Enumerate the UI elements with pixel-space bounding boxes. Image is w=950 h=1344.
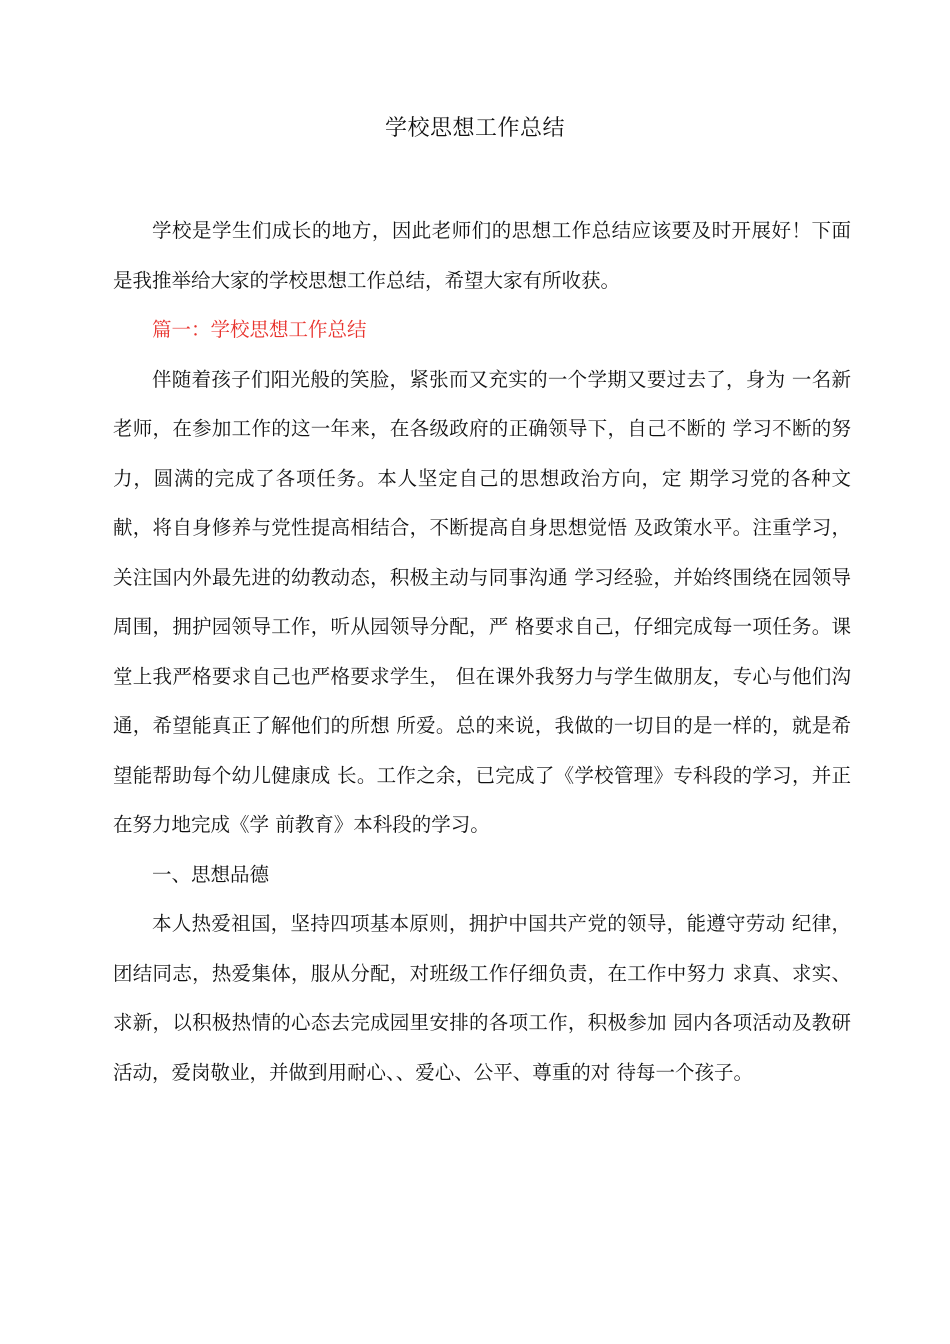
section-heading: 篇一：学校思想工作总结 (152, 318, 367, 341)
document-body (113, 206, 851, 1097)
body-paragraph-2: 本人热爱祖国，坚持四项基本原则，拥护中国共产党的领导，能遵守劳动 纪律，团结同志，热爱集体，服从分配，对班级工作仔细负责，在工作中努力 求真、求实、求新，以积极热情的心态去完成园里安排的各项工作，积极参加 园内各项活动及教研活动，爱岗敬业，并做到用耐心、、爱心、公平、尊重的对 待每一个孩子。 (113, 912, 851, 1084)
intro-paragraph: 学校是学生们成长的地方，因此老师们的思想工作总结应该要及时开展好！下面是我推举给大家的学校思想工作总结，希望大家有所收获。 (113, 219, 851, 292)
document-title: 学校思想工作总结 (384, 116, 565, 141)
body-paragraph-1: 伴随着孩子们阳光般的笑脸，紧张而又充实的一个学期又要过去了，身为 一名新老师，在参加工作的这一年来，在各级政府的正确领导下，自己不断的 学习不断的努力，圆满的完成了各项任务。本人坚定自己的思想政治方向，定 期学习党的各种文献，将自身修养与党性提高相结合，不断提高自身思想觉悟 及政策水平。注重学习，关注国内外最先进的幼教动态，积极主动与同事沟通 学习经验，并始终围绕在园领导周围，拥护园领导工作，听从园领导分配，严 格要求自己，仔细完成每一项任务。课堂上我严格要求自己也严格要求学生， 但在课外我努力与学生做朋友，专心与他们沟通，希望能真正了解他们的所想 所爱。总的来说，我做的一切目的是一样的，就是希望能帮助每个幼儿健康成 长。工作之余，已完成了《学校管理》专科段的学习，并正在努力地完成《学 前教育》本科段的学习。 (113, 367, 851, 836)
subheading-ideology: 一、思想品德 (152, 862, 270, 886)
